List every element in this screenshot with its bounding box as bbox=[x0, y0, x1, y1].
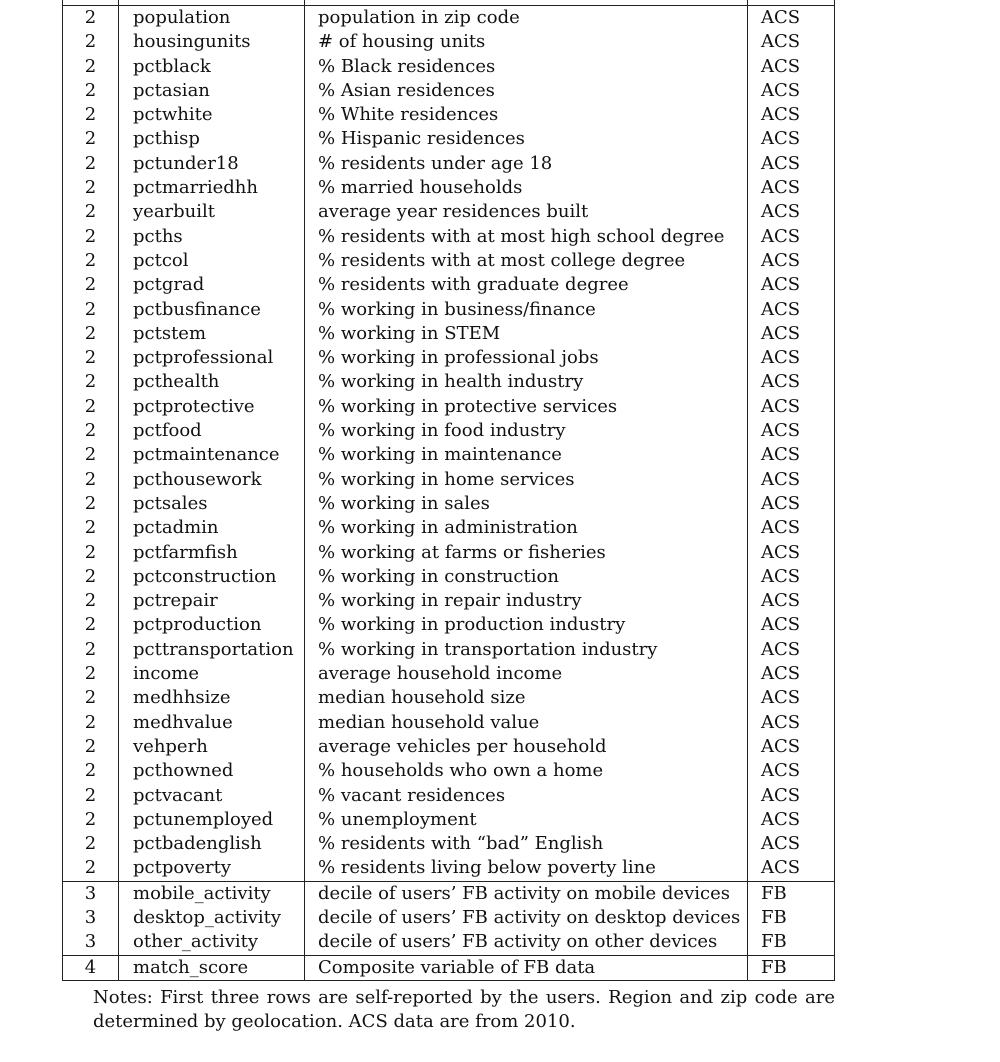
variable-cell: pctproduction bbox=[119, 613, 305, 637]
table-row bbox=[63, 735, 835, 759]
group-cell: 2 bbox=[63, 832, 119, 856]
description-cell: % working in health industry bbox=[305, 370, 748, 394]
table-row bbox=[63, 322, 835, 346]
table-row bbox=[63, 686, 835, 710]
source-cell: ACS bbox=[748, 200, 835, 224]
table-row bbox=[63, 589, 835, 613]
table-row bbox=[63, 711, 835, 735]
variable-cell: match_score bbox=[119, 955, 305, 980]
table-row bbox=[63, 613, 835, 637]
source-cell: ACS bbox=[748, 516, 835, 540]
table-row bbox=[63, 6, 835, 31]
description-cell: % married households bbox=[305, 176, 748, 200]
table-row bbox=[63, 906, 835, 930]
source-cell: ACS bbox=[748, 784, 835, 808]
variables-table bbox=[62, 0, 835, 981]
variable-cell: pcthealth bbox=[119, 370, 305, 394]
group-cell: 2 bbox=[63, 686, 119, 710]
table-row bbox=[63, 565, 835, 589]
variable-cell: pctwhite bbox=[119, 103, 305, 127]
variable-cell: vehperh bbox=[119, 735, 305, 759]
variables-table-body bbox=[63, 0, 835, 980]
table-row bbox=[63, 298, 835, 322]
variable-cell: pctfood bbox=[119, 419, 305, 443]
source-cell: ACS bbox=[748, 735, 835, 759]
source-cell: ACS bbox=[748, 492, 835, 516]
description-cell: % working in transportation industry bbox=[305, 638, 748, 662]
variable-cell: pctgrad bbox=[119, 273, 305, 297]
description-cell: % residents with at most high school degree bbox=[305, 225, 748, 249]
source-cell: ACS bbox=[748, 565, 835, 589]
group-cell: 2 bbox=[63, 152, 119, 176]
group-cell: 2 bbox=[63, 419, 119, 443]
table-row bbox=[63, 881, 835, 906]
table-row bbox=[63, 541, 835, 565]
table-row bbox=[63, 856, 835, 881]
group-cell: 2 bbox=[63, 784, 119, 808]
variable-cell: pcthousework bbox=[119, 468, 305, 492]
variable-cell: pctconstruction bbox=[119, 565, 305, 589]
source-cell: ACS bbox=[748, 249, 835, 273]
table-row bbox=[63, 225, 835, 249]
source-cell: ACS bbox=[748, 638, 835, 662]
description-cell: population in zip code bbox=[305, 6, 748, 31]
group-cell: 2 bbox=[63, 176, 119, 200]
variable-cell: mobile_activity bbox=[119, 881, 305, 906]
group-cell: 2 bbox=[63, 127, 119, 151]
description-cell: % working in production industry bbox=[305, 613, 748, 637]
description-cell: % working in administration bbox=[305, 516, 748, 540]
description-cell: % residents with graduate degree bbox=[305, 273, 748, 297]
source-cell: ACS bbox=[748, 30, 835, 54]
variable-cell: income bbox=[119, 662, 305, 686]
table-row bbox=[63, 127, 835, 151]
table-row bbox=[63, 273, 835, 297]
table-row bbox=[63, 930, 835, 955]
variable-cell: pctrepair bbox=[119, 589, 305, 613]
table-row bbox=[63, 443, 835, 467]
source-cell: FB bbox=[748, 881, 835, 906]
group-cell: 2 bbox=[63, 759, 119, 783]
source-cell: ACS bbox=[748, 686, 835, 710]
variable-cell: medhvalue bbox=[119, 711, 305, 735]
variable-cell: housingunits bbox=[119, 30, 305, 54]
table-row bbox=[63, 759, 835, 783]
description-cell: % unemployment bbox=[305, 808, 748, 832]
group-cell: 2 bbox=[63, 249, 119, 273]
variable-cell: pctpoverty bbox=[119, 856, 305, 881]
variable-cell: pctfarmfish bbox=[119, 541, 305, 565]
variables-table-container bbox=[62, 0, 834, 981]
variable-cell: pcttransportation bbox=[119, 638, 305, 662]
table-notes: Notes: First three rows are self-reported by the users. Region and zip code are determined by geolocation. ACS data are from 2010. bbox=[93, 987, 835, 1032]
variable-cell: pctadmin bbox=[119, 516, 305, 540]
description-cell: average year residences built bbox=[305, 200, 748, 224]
variable-cell: other_activity bbox=[119, 930, 305, 955]
group-cell: 2 bbox=[63, 565, 119, 589]
source-cell: ACS bbox=[748, 856, 835, 881]
source-cell: ACS bbox=[748, 346, 835, 370]
source-cell: ACS bbox=[748, 832, 835, 856]
group-cell: 2 bbox=[63, 273, 119, 297]
source-cell: ACS bbox=[748, 419, 835, 443]
description-cell: % Black residences bbox=[305, 55, 748, 79]
table-row bbox=[63, 516, 835, 540]
source-cell: ACS bbox=[748, 370, 835, 394]
description-cell: % households who own a home bbox=[305, 759, 748, 783]
description-cell: % working at farms or fisheries bbox=[305, 541, 748, 565]
group-cell: 2 bbox=[63, 638, 119, 662]
group-cell: 2 bbox=[63, 55, 119, 79]
source-cell: ACS bbox=[748, 55, 835, 79]
table-row bbox=[63, 468, 835, 492]
table-row bbox=[63, 955, 835, 980]
group-cell: 2 bbox=[63, 711, 119, 735]
source-cell: ACS bbox=[748, 79, 835, 103]
variable-cell: pctunder18 bbox=[119, 152, 305, 176]
variable-cell: medhhsize bbox=[119, 686, 305, 710]
table-row bbox=[63, 152, 835, 176]
description-cell: # of housing units bbox=[305, 30, 748, 54]
table-row bbox=[63, 638, 835, 662]
variable-cell: pctsales bbox=[119, 492, 305, 516]
group-cell: 2 bbox=[63, 103, 119, 127]
variable-cell: pctprotective bbox=[119, 395, 305, 419]
source-cell: ACS bbox=[748, 589, 835, 613]
group-cell: 2 bbox=[63, 468, 119, 492]
description-cell: % Hispanic residences bbox=[305, 127, 748, 151]
table-row bbox=[63, 784, 835, 808]
variable-cell: pcths bbox=[119, 225, 305, 249]
description-cell: % Asian residences bbox=[305, 79, 748, 103]
source-cell: FB bbox=[748, 906, 835, 930]
group-cell: 2 bbox=[63, 856, 119, 881]
source-cell: ACS bbox=[748, 541, 835, 565]
table-row bbox=[63, 200, 835, 224]
table-row bbox=[63, 55, 835, 79]
description-cell: decile of users’ FB activity on other devices bbox=[305, 930, 748, 955]
table-row bbox=[63, 79, 835, 103]
source-cell: ACS bbox=[748, 322, 835, 346]
variable-cell: pctstem bbox=[119, 322, 305, 346]
source-cell: ACS bbox=[748, 6, 835, 31]
variable-cell: population bbox=[119, 6, 305, 31]
variable-cell: pcthisp bbox=[119, 127, 305, 151]
group-cell: 2 bbox=[63, 443, 119, 467]
source-cell: ACS bbox=[748, 103, 835, 127]
variable-cell: pctblack bbox=[119, 55, 305, 79]
source-cell: ACS bbox=[748, 711, 835, 735]
table-row bbox=[63, 30, 835, 54]
source-cell: ACS bbox=[748, 395, 835, 419]
table-row bbox=[63, 662, 835, 686]
group-cell: 3 bbox=[63, 906, 119, 930]
group-cell: 2 bbox=[63, 735, 119, 759]
description-cell: % residents with “bad” English bbox=[305, 832, 748, 856]
description-cell: % working in professional jobs bbox=[305, 346, 748, 370]
source-cell: ACS bbox=[748, 443, 835, 467]
group-cell: 2 bbox=[63, 808, 119, 832]
description-cell: % working in construction bbox=[305, 565, 748, 589]
source-cell: ACS bbox=[748, 225, 835, 249]
description-cell: average household income bbox=[305, 662, 748, 686]
group-cell: 2 bbox=[63, 613, 119, 637]
source-cell: ACS bbox=[748, 662, 835, 686]
source-cell: ACS bbox=[748, 613, 835, 637]
variable-cell: pctmarriedhh bbox=[119, 176, 305, 200]
group-cell: 4 bbox=[63, 955, 119, 980]
description-cell: % vacant residences bbox=[305, 784, 748, 808]
description-cell: % working in home services bbox=[305, 468, 748, 492]
variable-cell: pctmaintenance bbox=[119, 443, 305, 467]
group-cell: 2 bbox=[63, 516, 119, 540]
description-cell: % working in business/finance bbox=[305, 298, 748, 322]
source-cell: ACS bbox=[748, 808, 835, 832]
table-row bbox=[63, 103, 835, 127]
table-row bbox=[63, 419, 835, 443]
variable-cell: pcthowned bbox=[119, 759, 305, 783]
source-cell: ACS bbox=[748, 273, 835, 297]
description-cell: % working in STEM bbox=[305, 322, 748, 346]
group-cell: 2 bbox=[63, 6, 119, 31]
variable-cell: pctunemployed bbox=[119, 808, 305, 832]
group-cell: 2 bbox=[63, 346, 119, 370]
description-cell: % working in food industry bbox=[305, 419, 748, 443]
description-cell: % residents living below poverty line bbox=[305, 856, 748, 881]
group-cell: 3 bbox=[63, 881, 119, 906]
group-cell: 2 bbox=[63, 662, 119, 686]
variable-cell: pctbadenglish bbox=[119, 832, 305, 856]
description-cell: Composite variable of FB data bbox=[305, 955, 748, 980]
variable-cell: pctprofessional bbox=[119, 346, 305, 370]
variable-cell: pctvacant bbox=[119, 784, 305, 808]
description-cell: % White residences bbox=[305, 103, 748, 127]
source-cell: ACS bbox=[748, 176, 835, 200]
description-cell: % working in protective services bbox=[305, 395, 748, 419]
table-row bbox=[63, 249, 835, 273]
table-row bbox=[63, 370, 835, 394]
table-row bbox=[63, 176, 835, 200]
group-cell: 2 bbox=[63, 492, 119, 516]
description-cell: % working in maintenance bbox=[305, 443, 748, 467]
description-cell: decile of users’ FB activity on desktop devices bbox=[305, 906, 748, 930]
variable-cell: pctbusfinance bbox=[119, 298, 305, 322]
source-cell: FB bbox=[748, 955, 835, 980]
source-cell: ACS bbox=[748, 468, 835, 492]
description-cell: % working in sales bbox=[305, 492, 748, 516]
table-row bbox=[63, 395, 835, 419]
source-cell: FB bbox=[748, 930, 835, 955]
description-cell: decile of users’ FB activity on mobile devices bbox=[305, 881, 748, 906]
source-cell: ACS bbox=[748, 759, 835, 783]
group-cell: 2 bbox=[63, 322, 119, 346]
source-cell: ACS bbox=[748, 298, 835, 322]
variable-cell: desktop_activity bbox=[119, 906, 305, 930]
table-row bbox=[63, 346, 835, 370]
table-row bbox=[63, 832, 835, 856]
group-cell: 2 bbox=[63, 395, 119, 419]
group-cell: 2 bbox=[63, 225, 119, 249]
table-row bbox=[63, 808, 835, 832]
group-cell: 2 bbox=[63, 79, 119, 103]
group-cell: 2 bbox=[63, 30, 119, 54]
description-cell: % residents under age 18 bbox=[305, 152, 748, 176]
group-cell: 2 bbox=[63, 589, 119, 613]
group-cell: 3 bbox=[63, 930, 119, 955]
group-cell: 2 bbox=[63, 298, 119, 322]
variable-cell: pctcol bbox=[119, 249, 305, 273]
group-cell: 2 bbox=[63, 541, 119, 565]
table-row bbox=[63, 492, 835, 516]
description-cell: % working in repair industry bbox=[305, 589, 748, 613]
description-cell: median household size bbox=[305, 686, 748, 710]
variable-cell: pctasian bbox=[119, 79, 305, 103]
description-cell: average vehicles per household bbox=[305, 735, 748, 759]
group-cell: 2 bbox=[63, 370, 119, 394]
source-cell: ACS bbox=[748, 152, 835, 176]
description-cell: % residents with at most college degree bbox=[305, 249, 748, 273]
variable-cell: yearbuilt bbox=[119, 200, 305, 224]
group-cell: 2 bbox=[63, 200, 119, 224]
description-cell: median household value bbox=[305, 711, 748, 735]
source-cell: ACS bbox=[748, 127, 835, 151]
